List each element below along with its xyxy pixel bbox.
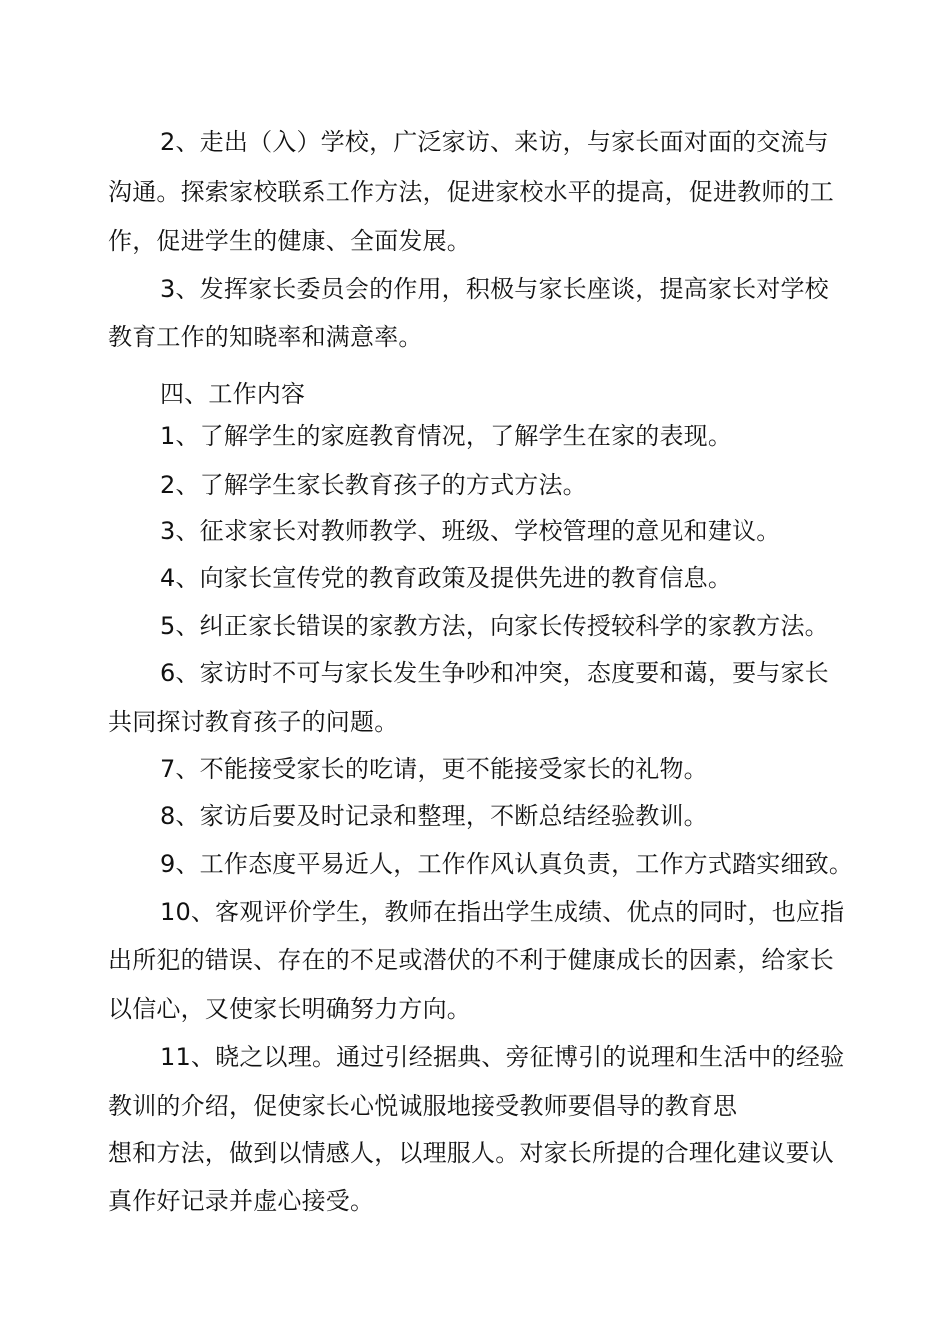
paragraph-line: 作，促进学生的健康、全面发展。 — [108, 227, 471, 255]
list-item: 9、工作态度平易近人，工作作风认真负责，工作方式踏实细致。 — [160, 850, 854, 878]
list-item: 2、了解学生家长教育孩子的方式方法。 — [160, 471, 587, 499]
list-item: 6、家访时不可与家长发生争吵和冲突，态度要和蔼，要与家长 — [160, 659, 829, 687]
list-item-continuation: 教训的介绍，促使家长心悦诚服地接受教师要倡导的教育思 — [108, 1092, 738, 1120]
paragraph-line: 沟通。探索家校联系工作方法，促进家校水平的提高，促进教师的工 — [108, 178, 834, 206]
list-item: 10、客观评价学生，教师在指出学生成绩、优点的同时，也应指 — [160, 898, 845, 926]
paragraph-line: 3、发挥家长委员会的作用，积极与家长座谈，提高家长对学校 — [160, 275, 829, 303]
list-item: 1、了解学生的家庭教育情况，了解学生在家的表现。 — [160, 422, 733, 450]
list-item: 7、不能接受家长的吃请，更不能接受家长的礼物。 — [160, 755, 708, 783]
list-item-continuation: 真作好记录并虚心接受。 — [108, 1187, 375, 1215]
list-item: 11、晓之以理。通过引经据典、旁征博引的说理和生活中的经验 — [160, 1043, 845, 1071]
section-heading: 四、工作内容 — [160, 380, 306, 408]
list-item: 4、向家长宣传党的教育政策及提供先进的教育信息。 — [160, 564, 733, 592]
list-item-continuation: 共同探讨教育孩子的问题。 — [108, 708, 399, 736]
list-item-continuation: 以信心，又使家长明确努力方向。 — [108, 995, 471, 1023]
list-item: 3、征求家长对教师教学、班级、学校管理的意见和建议。 — [160, 517, 781, 545]
paragraph-line: 教育工作的知晓率和满意率。 — [108, 323, 423, 351]
list-item: 8、家访后要及时记录和整理，不断总结经验教训。 — [160, 802, 708, 830]
list-item-continuation: 出所犯的错误、存在的不足或潜伏的不利于健康成长的因素，给家长 — [108, 946, 834, 974]
list-item: 5、纠正家长错误的家教方法，向家长传授较科学的家教方法。 — [160, 612, 829, 640]
paragraph-line: 2、走出（入）学校，广泛家访、来访，与家长面对面的交流与 — [160, 128, 829, 156]
list-item-continuation: 想和方法，做到以情感人，以理服人。对家长所提的合理化建议要认 — [108, 1139, 834, 1167]
